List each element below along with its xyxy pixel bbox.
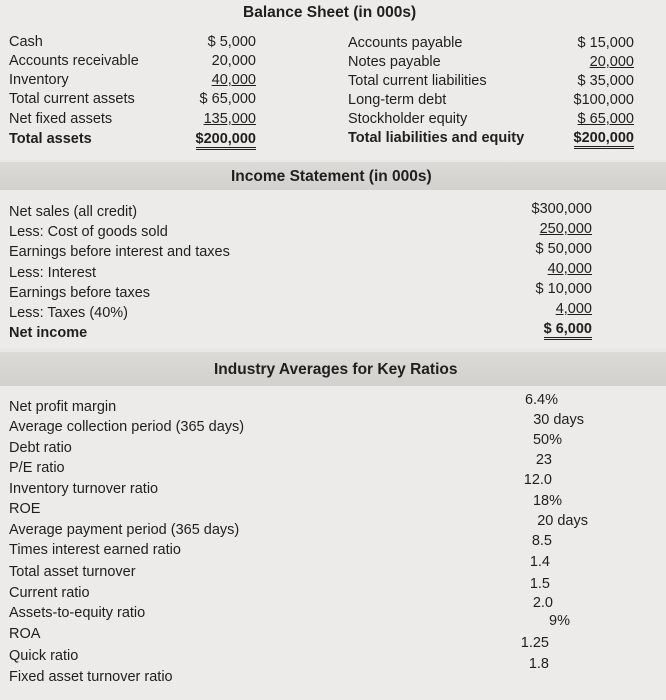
income-value: $ 50,000 [535, 241, 592, 257]
income-label: Less: Cost of goods sold [9, 224, 168, 240]
asset-value: $ 5,000 [207, 34, 256, 50]
asset-label: Accounts receivable [9, 53, 139, 69]
asset-label: Net fixed assets [9, 111, 113, 127]
liability-label: Long-term debt [348, 92, 447, 108]
ratio-value: 18% [532, 493, 562, 509]
income-statement-title: Income Statement (in 000s) [231, 168, 432, 185]
asset-value: $ 65,000 [199, 91, 256, 107]
ratio-label: Total asset turnover [9, 564, 136, 580]
ratio-value: 2.0 [532, 595, 553, 611]
ratio-label: P/E ratio [9, 460, 65, 476]
ratio-label: Times interest earned ratio [9, 542, 181, 558]
ratio-value: 1.5 [529, 576, 550, 592]
ratio-value: 1.4 [529, 554, 550, 570]
asset-label: Total assets [9, 131, 92, 147]
ratio-label: Fixed asset turnover ratio [9, 669, 173, 685]
ratio-label: ROA [9, 626, 41, 642]
asset-value: 135,000 [203, 111, 256, 127]
ratio-label: ROE [9, 501, 41, 517]
ratio-value: 23 [535, 452, 552, 468]
ratio-value: 20 days [537, 513, 588, 529]
liability-label: Notes payable [348, 54, 441, 70]
ratio-value: 9% [549, 613, 570, 629]
ratio-label: Average payment period (365 days) [9, 522, 240, 538]
liability-value: $ 35,000 [577, 73, 634, 89]
income-label: Net sales (all credit) [9, 204, 138, 220]
income-value: $300,000 [531, 201, 592, 217]
ratio-label: Average collection period (365 days) [9, 419, 245, 435]
ratio-value: 1.25 [520, 635, 549, 651]
income-label: Net income [9, 325, 88, 341]
income-value: $ 6,000 [544, 321, 592, 340]
balance-sheet-title: Balance Sheet (in 000s) [243, 4, 417, 21]
ratio-label: Assets-to-equity ratio [9, 605, 146, 621]
ratio-value: 8.5 [531, 533, 552, 549]
income-label: Earnings before taxes [9, 285, 151, 301]
income-value: 40,000 [547, 261, 592, 277]
liability-label: Stockholder equity [348, 111, 468, 127]
asset-value: 40,000 [211, 72, 256, 88]
asset-value: $200,000 [196, 131, 256, 150]
income-value: 4,000 [555, 301, 592, 317]
ratio-label: Debt ratio [9, 440, 72, 456]
income-label: Earnings before interest and taxes [9, 244, 230, 260]
liability-value: 20,000 [589, 54, 634, 70]
liability-value: $ 65,000 [577, 111, 634, 127]
liability-label: Accounts payable [348, 35, 463, 51]
income-value: 250,000 [539, 221, 592, 237]
ratio-value: 12.0 [523, 472, 552, 488]
asset-value: 20,000 [211, 53, 256, 69]
asset-label: Inventory [9, 72, 69, 88]
ratio-label: Net profit margin [9, 399, 117, 415]
liability-label: Total liabilities and equity [348, 130, 525, 146]
liability-value: $ 15,000 [577, 35, 634, 51]
liability-value: $200,000 [574, 130, 634, 149]
ratio-label: Inventory turnover ratio [9, 481, 159, 497]
income-value: $ 10,000 [535, 281, 592, 297]
ratio-label: Current ratio [9, 585, 90, 601]
asset-label: Total current assets [9, 91, 135, 107]
income-label: Less: Interest [9, 265, 97, 281]
liability-label: Total current liabilities [348, 73, 487, 89]
ratio-value: 50% [532, 432, 562, 448]
ratio-value: 1.8 [528, 656, 549, 672]
ratio-value: 6.4% [524, 392, 558, 408]
liability-value: $100,000 [573, 92, 634, 108]
ratio-label: Quick ratio [9, 648, 79, 664]
asset-label: Cash [9, 34, 43, 50]
industry-averages-title: Industry Averages for Key Ratios [214, 361, 458, 378]
ratio-value: 30 days [533, 412, 584, 428]
income-label: Less: Taxes (40%) [9, 305, 129, 321]
